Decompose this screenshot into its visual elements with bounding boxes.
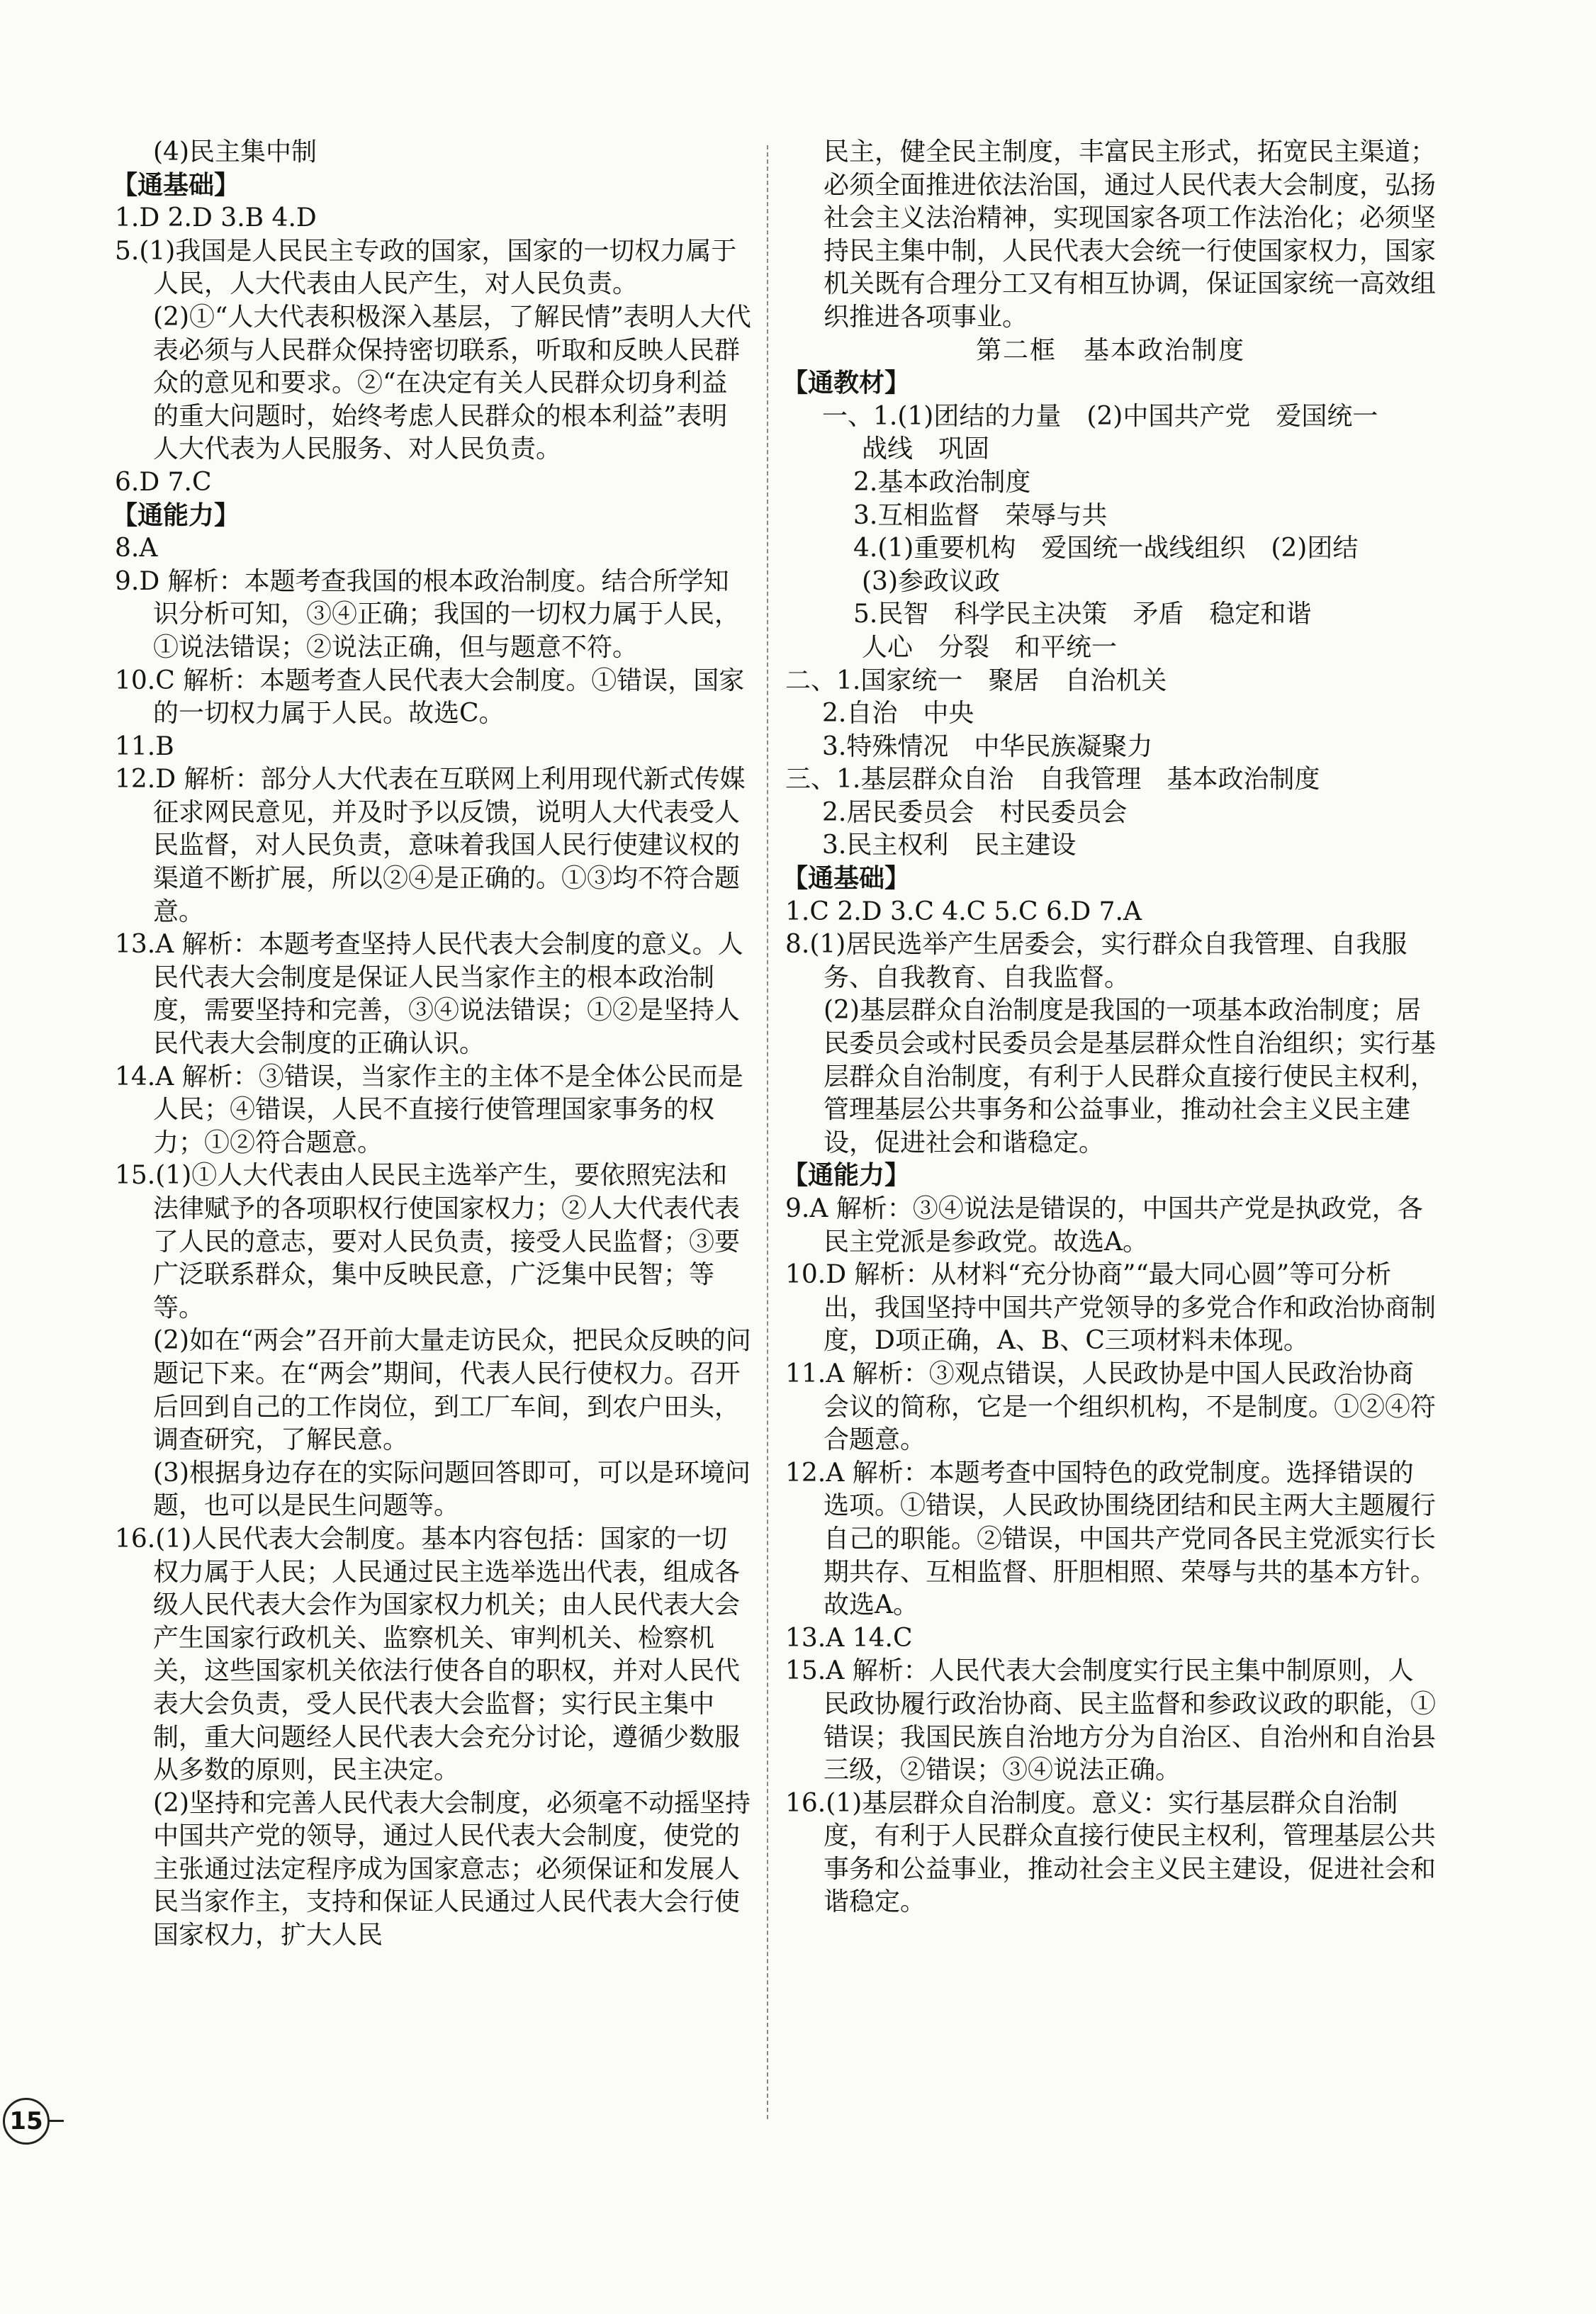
right-line: 三、1.基层群众自治 自我管理 基本政治制度	[785, 765, 1320, 794]
column-divider	[767, 145, 768, 2119]
left-line: 【通基础】	[112, 170, 240, 200]
right-line: 二、1.国家统一 聚居 自治机关	[785, 665, 1167, 695]
right-line: 16.(1)基层群众自治制度。意义：实行基层群众自治制度，有利于人民群众直接行使民主权利，管理基层公共事务和公益事业，推动社会主义民主建设，促进社会和谐稳定。	[785, 1788, 1437, 1917]
left-line: 12.D 解析：部分人大代表在互联网上利用现代新式传媒征求网民意见，并及时予以反馈，说明人大代表受人民监督，对人民负责，意味着我国人民行使建议权的渠道不断扩展，所以②④是正确的。①③均不符合题意。	[115, 765, 746, 926]
right-line: 15.A 解析：人民代表大会制度实行民主集中制原则，人民政协履行政治协商、民主监督和参政议政的职能，①错误；我国民族自治地方分为自治区、自治州和自治县三级，②错误；③④说法正确。	[785, 1656, 1437, 1785]
page-number-text: 15	[9, 2107, 43, 2135]
left-column	[112, 136, 753, 1953]
left-line: 10.C 解析：本题考查人民代表大会制度。①错误，国家的一切权力属于人民。故选C。	[115, 665, 745, 729]
right-line: 第二框 基本政治制度	[975, 335, 1245, 365]
right-column	[782, 136, 1437, 1919]
right-line: 11.A 解析：③观点错误，人民政协是中国人民政治协商会议的简称，它是一个组织机构，不是制度。①②④符合题意。	[785, 1359, 1437, 1455]
right-line: 10.D 解析：从材料“充分协商”“最大同心圆”等可分析出，我国坚持中国共产党领导的多党合作和政治协商制度，D项正确，A、B、C三项材料未体现。	[785, 1260, 1437, 1356]
right-line: 4.(1)重要机构 爱国统一战线组织 (2)团结	[853, 534, 1359, 563]
left-line: 【通能力】	[112, 500, 240, 530]
left-line: (2)①“人大代表积极深入基层，了解民情”表明人大代表必须与人民群众保持密切联系，听取和反映人民群众的意见和要求。②“在决定有关人民群众切身利益的重大问题时，始终考虑人民群众的根本利益”表明人大代表为人民服务、对人民负责。	[153, 302, 751, 464]
left-line: 5.(1)我国是人民民主专政的国家，国家的一切权力属于人民，人大代表由人民产生，对人民负责。	[115, 236, 737, 299]
page-number-dash	[48, 2120, 64, 2122]
left-line: 15.(1)①人大代表由人民民主选举产生，要依照宪法和法律赋予的各项职权行使国家权力；②人大代表代表了人民的意志，要对人民负责，接受人民监督；③要广泛联系群众，集中反映民意，广泛集中民智；等等。	[115, 1161, 741, 1322]
left-line: 13.A 解析：本题考查坚持人民代表大会制度的意义。人民代表大会制度是保证人民当家作主的根本政治制度，需要坚持和完善，③④说法错误；①②是坚持人民代表大会制度的正确认识。	[115, 930, 743, 1059]
right-line: 【通基础】	[782, 864, 911, 894]
left-line: 9.D 解析：本题考查我国的根本政治制度。结合所学知识分析可知，③④正确；我国的一切权力属于人民，①说法错误；②说法正确，但与题意不符。	[115, 566, 741, 662]
left-line: 11.B	[115, 731, 174, 761]
left-line: 8.A	[115, 534, 158, 563]
left-line: 6.D 7.C	[115, 467, 212, 497]
left-line: 14.A 解析：③错误，当家作主的主体不是全体公民而是人民；④错误，人民不直接行使管理国家事务的权力；①②符合题意。	[115, 1062, 743, 1157]
right-line: 一、1.(1)团结的力量 (2)中国共产党 爱国统一	[822, 401, 1378, 431]
left-line: (2)如在“两会”召开前大量走访民众，把民众反映的问题记下来。在“两会”期间，代表人民行使权力。召开后回到自己的工作岗位，到工厂车间，到农户田头，调查研究，了解民意。	[153, 1326, 751, 1455]
right-line: 12.A 解析：本题考查中国特色的政党制度。选择错误的选项。①错误，人民政协围绕团结和民主两大主题履行自己的职能。②错误，中国共产党同各民主党派实行长期共存、互相监督、肝胆相照、荣辱与共的基本方针。故选A。	[785, 1458, 1437, 1620]
right-line: (2)基层群众自治制度是我国的一项基本政治制度；居民委员会或村民委员会是基层群众性自治组织；实行基层群众自治制度，有利于人民群众直接行使民主权利，管理基层公共事务和公益事业，推动社会主义民主建设，促进社会和谐稳定。	[824, 996, 1437, 1157]
page-number	[3, 2098, 50, 2145]
right-line: 2.居民委员会 村民委员会	[822, 797, 1128, 827]
right-line: 3.民主权利 民主建设	[822, 831, 1077, 860]
right-line: 13.A 14.C	[785, 1623, 913, 1653]
right-line: 3.互相监督 荣辱与共	[853, 500, 1108, 530]
right-line: 人心 分裂 和平统一	[862, 632, 1118, 662]
right-line: 【通教材】	[782, 369, 911, 398]
right-line: 民主，健全民主制度，丰富民主形式，拓宽民主渠道；必须全面推进依法治国，通过人民代表大会制度，弘扬社会主义法治精神，实现国家各项工作法治化；必须坚持民主集中制，人民代表大会统一行使国家权力，国家机关既有合理分工又有相互协调，保证国家统一高效组织推进各项事业。	[824, 137, 1437, 332]
right-line: 9.A 解析：③④说法是错误的，中国共产党是执政党，各民主党派是参政党。故选A。	[785, 1194, 1423, 1257]
right-line: 1.C 2.D 3.C 4.C 5.C 6.D 7.A	[785, 897, 1142, 926]
right-line: 战线 巩固	[862, 434, 990, 464]
right-line: 3.特殊情况 中华民族凝聚力	[822, 731, 1153, 761]
left-line: 16.(1)人民代表大会制度。基本内容包括：国家的一切权力属于人民；人民通过民主选举选出代表，组成各级人民代表大会作为国家权力机关；由人民代表大会产生国家行政机关、监察机关、审判机关、检察机关，这些国家机关依法行使各自的职权，并对人民代表大会负责，受人民代表大会监督；实行民主集中制，重大问题经人民代表大会充分讨论，遵循少数服从多数的原则，民主决定。	[115, 1524, 741, 1785]
left-line: (4)民主集中制	[153, 137, 317, 167]
left-line: 1.D 2.D 3.B 4.D	[115, 203, 317, 233]
right-line: 2.自治 中央	[822, 699, 974, 729]
right-line: 5.民智 科学民主决策 矛盾 稳定和谐	[853, 600, 1312, 629]
right-line: 8.(1)居民选举产生居委会，实行群众自我管理、自我服务、自我教育、自我监督。	[785, 930, 1407, 992]
right-line: 【通能力】	[782, 1161, 911, 1191]
right-line: 2.基本政治制度	[853, 467, 1031, 497]
left-line: (3)根据身边存在的实际问题回答即可，可以是环境问题，也可以是民生问题等。	[153, 1458, 751, 1521]
left-line: (2)坚持和完善人民代表大会制度，必须毫不动摇坚持中国共产党的领导，通过人民代表大会制度，使党的主张通过法定程序成为国家意志；必须保证和发展人民当家作主，支持和保证人民通过人民代表大会行使国家权力，扩大人民	[153, 1788, 751, 1950]
right-line: (3)参政议政	[862, 566, 1000, 596]
